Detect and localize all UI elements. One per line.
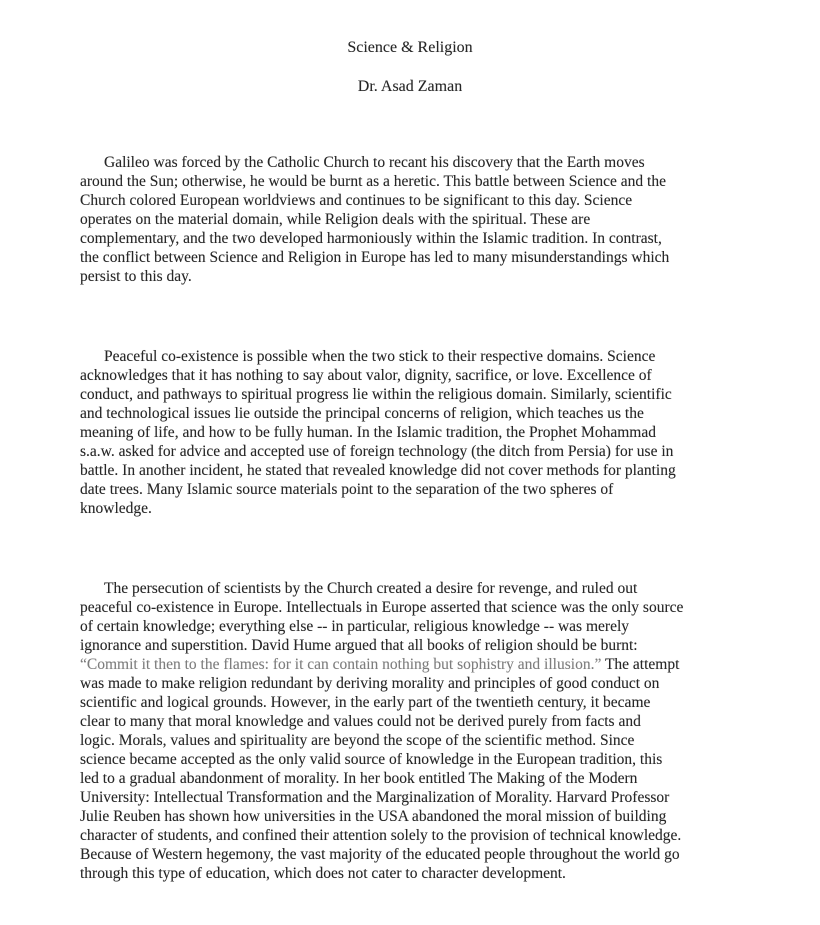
hume-quote: “Commit it then to the flames: for it can contain nothing but sophistry and illusion.” — [80, 656, 602, 673]
paragraph-1-line: Galileo was forced by the Catholic Church to recant his discovery that the Earth moves — [104, 154, 645, 171]
paragraph-1-line: complementary, and the two developed harmoniously within the Islamic tradition. In contrast, — [80, 230, 662, 247]
paragraph-3-line: led to a gradual abandonment of morality. In her book entitled The Making of the Modern — [80, 770, 638, 787]
paragraph-3-quote-line-rest: The attempt — [604, 656, 680, 673]
paragraph-2-line: Peaceful co-existence is possible when the two stick to their respective domains. Science — [104, 348, 656, 365]
paragraph-1-line: Church colored European worldviews and continues to be significant to this day. Science — [80, 192, 633, 209]
paragraph-3-line: clear to many that moral knowledge and values could not be derived purely from facts and — [80, 713, 641, 730]
paragraph-3-line: through this type of education, which does not cater to character development. — [80, 865, 566, 882]
paragraph-2-line: battle. In another incident, he stated that revealed knowledge did not cover methods for planting — [80, 462, 676, 479]
paragraph-3-line: of certain knowledge; everything else -- in particular, religious knowledge -- was merely — [80, 618, 630, 635]
paragraph-2-line: date trees. Many Islamic source materials point to the separation of the two spheres of — [80, 481, 614, 498]
paragraph-3-line: University: Intellectual Transformation and the Marginalization of Morality. Harvard Professor — [80, 789, 670, 806]
paragraph-3-line: character of students, and confined their attention solely to the provision of technical knowledge. — [80, 827, 682, 844]
paragraph-2-line: knowledge. — [80, 500, 152, 517]
paragraph-2-line: meaning of life, and how to be fully human. In the Islamic tradition, the Prophet Mohammad — [80, 424, 656, 441]
paragraph-3-line: Julie Reuben has shown how universities in the USA abandoned the moral mission of building — [80, 808, 667, 825]
paragraph-2-line: and technological issues lie outside the principal concerns of religion, which teaches us the — [80, 405, 644, 422]
document-author: Dr. Asad Zaman — [357, 78, 463, 95]
paragraph-3-line: peaceful co-existence in Europe. Intellectuals in Europe asserted that science was the only source — [80, 599, 684, 616]
paragraph-3-line: ignorance and superstition. David Hume argued that all books of religion should be burnt: — [80, 637, 638, 654]
paragraph-1 — [80, 153, 742, 286]
paragraph-3-line: Because of Western hegemony, the vast majority of the educated people throughout the world go — [80, 846, 680, 863]
paragraph-3-line: logic. Morals, values and spirituality are beyond the scope of the scientific method. Since — [80, 732, 635, 749]
paragraph-2 — [80, 347, 742, 518]
paragraph-3-line: science became accepted as the only valid source of knowledge in the European tradition, this — [80, 751, 663, 768]
paragraph-2-line: s.a.w. asked for advice and accepted use of foreign technology (the ditch from Persia) for use in — [80, 443, 674, 460]
paragraph-3 — [80, 579, 742, 883]
document-title: Science & Religion — [347, 39, 473, 56]
paragraph-3-line: was made to make religion redundant by deriving morality and principles of good conduct on — [80, 675, 660, 692]
paragraph-1-line: operates on the material domain, while Religion deals with the spiritual. These are — [80, 211, 591, 228]
paragraph-3-line: The persecution of scientists by the Church created a desire for revenge, and ruled out — [104, 580, 638, 597]
paragraph-1-line: persist to this day. — [80, 268, 192, 285]
paragraph-2-line: acknowledges that it has nothing to say about valor, dignity, sacrifice, or love. Excellence of — [80, 367, 652, 384]
paragraph-3-line: scientific and logical grounds. However, in the early part of the twentieth century, it became — [80, 694, 651, 711]
paragraph-2-line: conduct, and pathways to spiritual progress lie within the religious domain. Similarly, scientific — [80, 386, 672, 403]
paragraph-1-line: the conflict between Science and Religion in Europe has led to many misunderstandings which — [80, 249, 670, 266]
paragraph-3-quote-line — [80, 655, 742, 674]
paragraph-1-line: around the Sun; otherwise, he would be burnt as a heretic. This battle between Science and the — [80, 173, 666, 190]
document-body — [80, 153, 742, 883]
